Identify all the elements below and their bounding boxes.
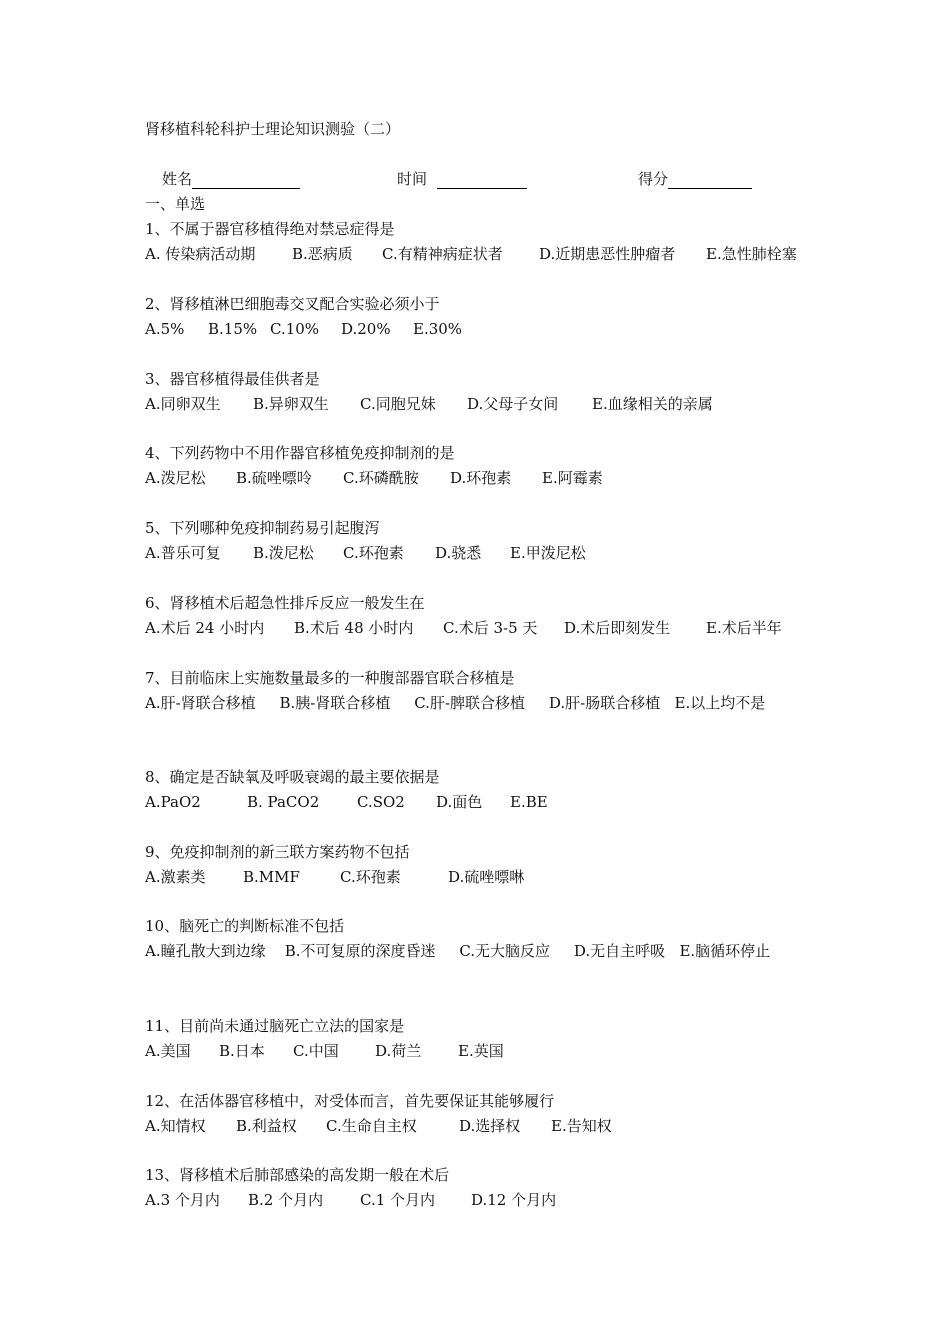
question-stem: 6、肾移植术后超急性排斥反应一般发生在 [145,594,425,612]
option-a[interactable]: A.同卵双生 [145,395,221,413]
option-b[interactable]: B.恶病质 [292,245,353,263]
option-e[interactable]: E.甲泼尼松 [510,544,586,562]
option-c[interactable]: C.肝-脾联合移植 [414,694,526,712]
name-field [162,168,300,189]
question-3 [145,367,815,417]
option-e[interactable]: E.BE [510,793,548,811]
option-b[interactable]: B.不可复原的深度昏迷 [284,942,436,960]
option-d[interactable]: D.术后即刻发生 [564,619,671,637]
question-stem: 13、肾移植术后肺部感染的高发期一般在术后 [145,1166,450,1184]
question-options [145,242,815,267]
option-d[interactable]: D.硫唑嘌啉 [448,868,525,886]
option-c[interactable]: C.同胞兄妹 [360,395,436,413]
question-2 [145,292,815,342]
question-stem: 11、目前尚未通过脑死亡立法的国家是 [145,1017,405,1035]
option-c[interactable]: C.环孢素 [340,868,401,886]
option-e[interactable]: E.30% [413,320,463,338]
option-b[interactable]: B.利益权 [236,1117,297,1135]
time-blank[interactable] [437,172,527,189]
option-a[interactable]: A.知情权 [145,1117,206,1135]
option-c[interactable]: C.生命自主权 [326,1117,417,1135]
question-stem: 9、免疫抑制剂的新三联方案药物不包括 [145,843,410,861]
question-options [145,865,815,890]
question-options [145,466,815,491]
option-e[interactable]: E.脑循环停止 [679,942,771,960]
option-e[interactable]: E.急性肺栓塞 [706,245,797,263]
option-d[interactable]: D.近期患恶性肿瘤者 [539,245,676,263]
question-stem: 5、下列哪种免疫抑制药易引起腹泻 [145,519,380,537]
option-b[interactable]: B.胰-肾联合移植 [279,694,391,712]
option-d[interactable]: D.荷兰 [375,1042,422,1060]
question-options [145,691,815,716]
option-e[interactable]: E.英国 [458,1042,504,1060]
option-b[interactable]: B.2 个月内 [248,1191,324,1209]
question-7 [145,666,815,716]
question-4 [145,441,815,491]
option-a[interactable]: A.术后 24 小时内 [145,619,265,637]
option-c[interactable]: C.中国 [293,1042,339,1060]
question-1 [145,217,815,267]
score-field [638,168,752,189]
question-options [145,392,815,417]
time-field [397,168,527,189]
option-b[interactable]: B.泼尼松 [253,544,314,562]
question-6 [145,591,815,641]
option-d[interactable]: D.环孢素 [450,469,512,487]
name-blank[interactable] [192,172,300,189]
option-c[interactable]: C.环孢素 [343,544,404,562]
option-c[interactable]: C.环磷酰胺 [343,469,419,487]
option-b[interactable]: B.15% [208,320,258,338]
option-b[interactable]: B.MMF [243,868,300,886]
option-c[interactable]: C.1 个月内 [360,1191,436,1209]
question-stem: 12、在活体器官移植中，对受体而言，首先要保证其能够履行 [145,1092,555,1110]
option-a[interactable]: A. 传染病活动期 [145,245,256,263]
option-b[interactable]: B.术后 48 小时内 [294,619,414,637]
option-d[interactable]: D.20% [341,320,391,338]
option-d[interactable]: D.父母子女间 [467,395,559,413]
question-stem: 4、下列药物中不用作器官移植免疫抑制剂的是 [145,444,455,462]
info-row [0,168,950,192]
option-a[interactable]: A.美国 [145,1042,191,1060]
section-heading: 一、单选 [145,195,206,213]
option-d[interactable]: D.无自主呼吸 [573,942,666,960]
time-label: 时间 [397,170,428,188]
option-d[interactable]: D.选择权 [459,1117,521,1135]
option-e[interactable]: E.术后半年 [706,619,782,637]
question-stem: 1、不属于器官移植得绝对禁忌症得是 [145,220,395,238]
question-options [145,939,815,964]
option-c[interactable]: C.有精神病症状者 [382,245,503,263]
question-12 [145,1089,815,1139]
option-a[interactable]: A.泼尼松 [145,469,206,487]
option-e[interactable]: E.阿霉素 [542,469,603,487]
option-c[interactable]: C.10% [270,320,320,338]
question-stem: 3、器官移植得最佳供者是 [145,370,320,388]
question-options [145,317,815,342]
option-e[interactable]: E.以上均不是 [674,694,766,712]
question-11 [145,1014,815,1064]
exam-title: 肾移植科轮科护士理论知识测验（二） [145,120,401,138]
option-d[interactable]: D.肝-肠联合移植 [548,694,661,712]
option-a[interactable]: A.激素类 [145,868,206,886]
option-a[interactable]: A.普乐可复 [145,544,221,562]
question-9 [145,840,815,890]
name-label: 姓名 [162,170,193,188]
question-options [145,1114,815,1139]
option-a[interactable]: A.5% [145,320,185,338]
option-b[interactable]: B.硫唑嘌呤 [236,469,312,487]
question-options [145,616,815,641]
question-13 [145,1163,815,1213]
option-d[interactable]: D.12 个月内 [471,1191,557,1209]
option-c[interactable]: C.术后 3-5 天 [443,619,538,637]
option-a[interactable]: A.瞳孔散大到边缘 [145,942,266,960]
option-d[interactable]: D.面色 [436,793,483,811]
question-10 [145,914,815,964]
option-b[interactable]: B.日本 [219,1042,265,1060]
option-c[interactable]: C.SO2 [357,793,405,811]
score-blank[interactable] [668,172,752,189]
question-options [145,541,815,566]
option-b[interactable]: B. PaCO2 [247,793,320,811]
question-options [145,790,815,815]
question-stem: 8、确定是否缺氧及呼吸衰竭的最主要依据是 [145,768,440,786]
question-options [145,1039,815,1064]
option-c[interactable]: C.无大脑反应 [459,942,551,960]
question-stem: 10、脑死亡的判断标准不包括 [145,917,345,935]
option-a[interactable]: A.PaO2 [145,793,201,811]
question-5 [145,516,815,566]
question-options [145,1188,815,1213]
question-stem: 2、肾移植淋巴细胞毒交叉配合实验必须小于 [145,295,440,313]
score-label: 得分 [638,170,669,188]
option-e[interactable]: E.血缘相关的亲属 [592,395,713,413]
option-b[interactable]: B.异卵双生 [253,395,329,413]
question-8 [145,765,815,815]
option-e[interactable]: E.告知权 [551,1117,612,1135]
option-a[interactable]: A.3 个月内 [145,1191,220,1209]
option-d[interactable]: D.骁悉 [435,544,482,562]
question-stem: 7、目前临床上实施数量最多的一种腹部器官联合移植是 [145,669,515,687]
option-a[interactable]: A.肝-肾联合移植 [145,694,256,712]
